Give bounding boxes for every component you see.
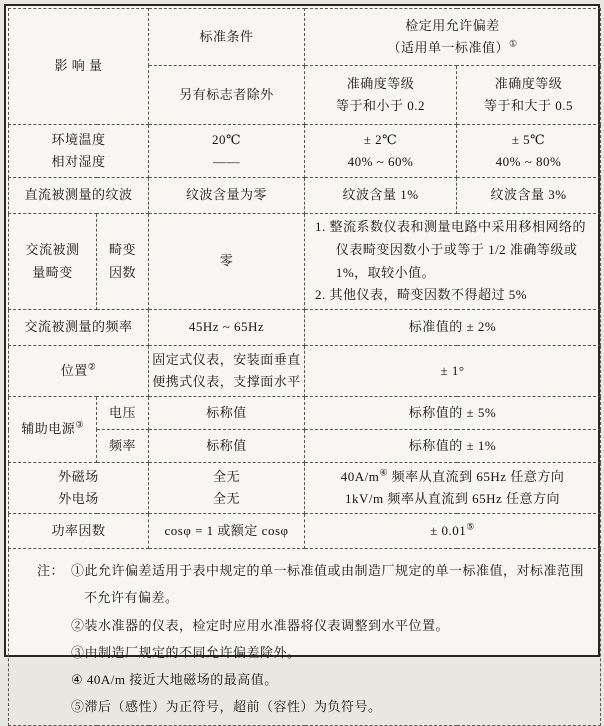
aux-frequency-deviation: 标称值的 ± 1% (305, 430, 601, 463)
ac-distortion-dev-item1: 1. 整流系数仪表和测量电路中采用移相网络的仪表畸变因数小于或等于 1/2 准确等级或 1%，取较小值。 (315, 219, 587, 280)
header-standard-condition: 标准条件 (149, 9, 305, 66)
position-label-text: 位置 (60, 362, 88, 378)
ac-distortion-label (9, 214, 97, 310)
row-ac-distortion (9, 214, 601, 310)
aux-voltage-deviation: 标称值的 ± 5% (305, 397, 601, 430)
fields-cond-magnetic: 全无 (213, 468, 241, 484)
ac-distortion-label-line2: 量畸变 (32, 264, 73, 280)
ac-distortion-dev-item2: 2. 其他仪表，畸变因数不得超过 5% (315, 287, 528, 303)
notes-cell (9, 549, 601, 726)
aux-power-note-ref: ③ (75, 420, 84, 431)
allowed-deviation-subtitle (309, 37, 596, 59)
header-row-1 (9, 9, 601, 66)
position-cond-portable: 便携式仪表，支撑面水平 (152, 374, 301, 389)
env-cond-humidity: —— (213, 154, 241, 169)
fields-dev-magnetic (309, 466, 596, 488)
power-factor-dev-value: ± 0.01 (430, 522, 467, 538)
position-condition (149, 346, 305, 397)
accuracy-low-line1: 准确度等级 (346, 75, 415, 91)
accuracy-high-line2: 等于和大于 0.5 (484, 98, 574, 113)
env-dev-high-temp: ± 5℃ (511, 131, 546, 147)
distortion-factor-line2: 因数 (109, 264, 137, 280)
header-allowed-deviation (305, 9, 601, 66)
accuracy-low-line2: 等于和小于 0.2 (336, 98, 426, 113)
note-item-5: ⑤滞后（感性）为正符号，超前（容性）为负符号。 (71, 699, 382, 715)
header-standard-condition-sub: 另有标志者除外 (149, 66, 305, 125)
row-dc-ripple (9, 178, 601, 214)
document-sheet (4, 4, 600, 715)
fields-dev-magnetic-value: 40A/m (340, 468, 380, 484)
note-item-4: ④ 40A/m 接近大地磁场的最高值。 (71, 672, 278, 688)
env-dev-high (457, 125, 601, 178)
dc-ripple-condition: 纹波含量为零 (149, 178, 305, 214)
aux-power-label (9, 397, 97, 463)
position-cond-fixed: 固定式仪表，安装面垂直 (152, 351, 301, 367)
fields-note-ref: ④ (379, 467, 388, 478)
verification-tolerance-table (8, 8, 601, 726)
power-factor-condition: cosφ = 1 或额定 cosφ (149, 514, 305, 549)
fields-label-magnetic: 外磁场 (58, 468, 99, 484)
accuracy-high-line1: 准确度等级 (494, 75, 563, 91)
position-label (9, 346, 149, 397)
env-dev-low-temp: ± 2℃ (363, 131, 398, 147)
env-label-humidity: 相对湿度 (51, 154, 106, 169)
row-aux-voltage (9, 397, 601, 430)
ac-frequency-deviation: 标准值的 ± 2% (305, 310, 601, 346)
ac-distortion-sublabel (97, 214, 149, 310)
ac-frequency-condition: 45Hz ~ 65Hz (149, 310, 305, 346)
note-item-1: ①此允许偏差适用于表中规定的单一标准值或由制造厂规定的单一标准值，对标准范围不允许有偏差。 (71, 563, 585, 606)
distortion-factor-line1: 畸变 (109, 242, 137, 258)
row-external-fields (9, 463, 601, 514)
power-factor-deviation (305, 514, 601, 549)
header-accuracy-high (457, 66, 601, 125)
note-item-3: ③由制造厂规定的不同允许偏差除外。 (71, 644, 301, 660)
fields-label-electric: 外电场 (58, 491, 99, 506)
aux-voltage-condition: 标称值 (149, 397, 305, 430)
ac-distortion-condition: 零 (149, 214, 305, 310)
fields-deviation (305, 463, 601, 514)
notes-block (37, 557, 590, 721)
row-ac-frequency (9, 310, 601, 346)
row-environment (9, 125, 601, 178)
power-factor-label: 功率因数 (9, 514, 149, 549)
note-item-2: ②装水准器的仪表，检定时应用水准器将仪表调整到水平位置。 (71, 617, 450, 633)
row-notes (9, 549, 601, 726)
env-cond-temp: 20℃ (211, 131, 242, 147)
fields-dev-electric: 1kV/m 频率从直流到 65Hz 任意方向 (345, 491, 561, 506)
header-influence-quantity: 影 响 量 (9, 9, 149, 125)
dc-ripple-dev-high: 纹波含量 3% (457, 178, 601, 214)
env-dev-high-humidity: 40% ~ 80% (495, 154, 562, 169)
aux-frequency-condition: 标称值 (149, 430, 305, 463)
row-position (9, 346, 601, 397)
env-dev-low-humidity: 40% ~ 60% (347, 154, 414, 169)
row-aux-frequency (9, 430, 601, 463)
dc-ripple-dev-low: 纹波含量 1% (305, 178, 457, 214)
env-label (9, 125, 149, 178)
ac-frequency-label: 交流被测量的频率 (9, 310, 149, 346)
aux-frequency-label: 频率 (97, 430, 149, 463)
ac-distortion-label-line1: 交流被测 (25, 242, 80, 258)
aux-voltage-label: 电压 (97, 397, 149, 430)
env-condition (149, 125, 305, 178)
position-deviation: ± 1° (305, 346, 601, 397)
fields-dev-magnetic-text: 频率从直流到 65Hz 任意方向 (387, 468, 565, 484)
aux-power-label-text: 辅助电源 (21, 421, 76, 437)
ac-distortion-deviation (305, 214, 601, 310)
position-note-ref: ② (87, 361, 97, 372)
allowed-deviation-subtitle-text: （适用单一标准值） (387, 40, 509, 55)
fields-condition (149, 463, 305, 514)
fields-cond-electric: 全无 (213, 491, 241, 506)
header-accuracy-low (305, 66, 457, 125)
env-label-temp: 环境温度 (51, 131, 106, 147)
env-dev-low (305, 125, 457, 178)
deviation-note-ref: ① (508, 38, 518, 49)
ac-distortion-dev-list (309, 216, 596, 307)
allowed-deviation-title: 检定用允许偏差 (405, 17, 500, 33)
row-power-factor (9, 514, 601, 549)
notes-label: 注： (37, 563, 65, 578)
fields-label (9, 463, 149, 514)
dc-ripple-label: 直流被测量的纹波 (9, 178, 149, 214)
power-factor-note-ref: ⑤ (466, 521, 475, 532)
